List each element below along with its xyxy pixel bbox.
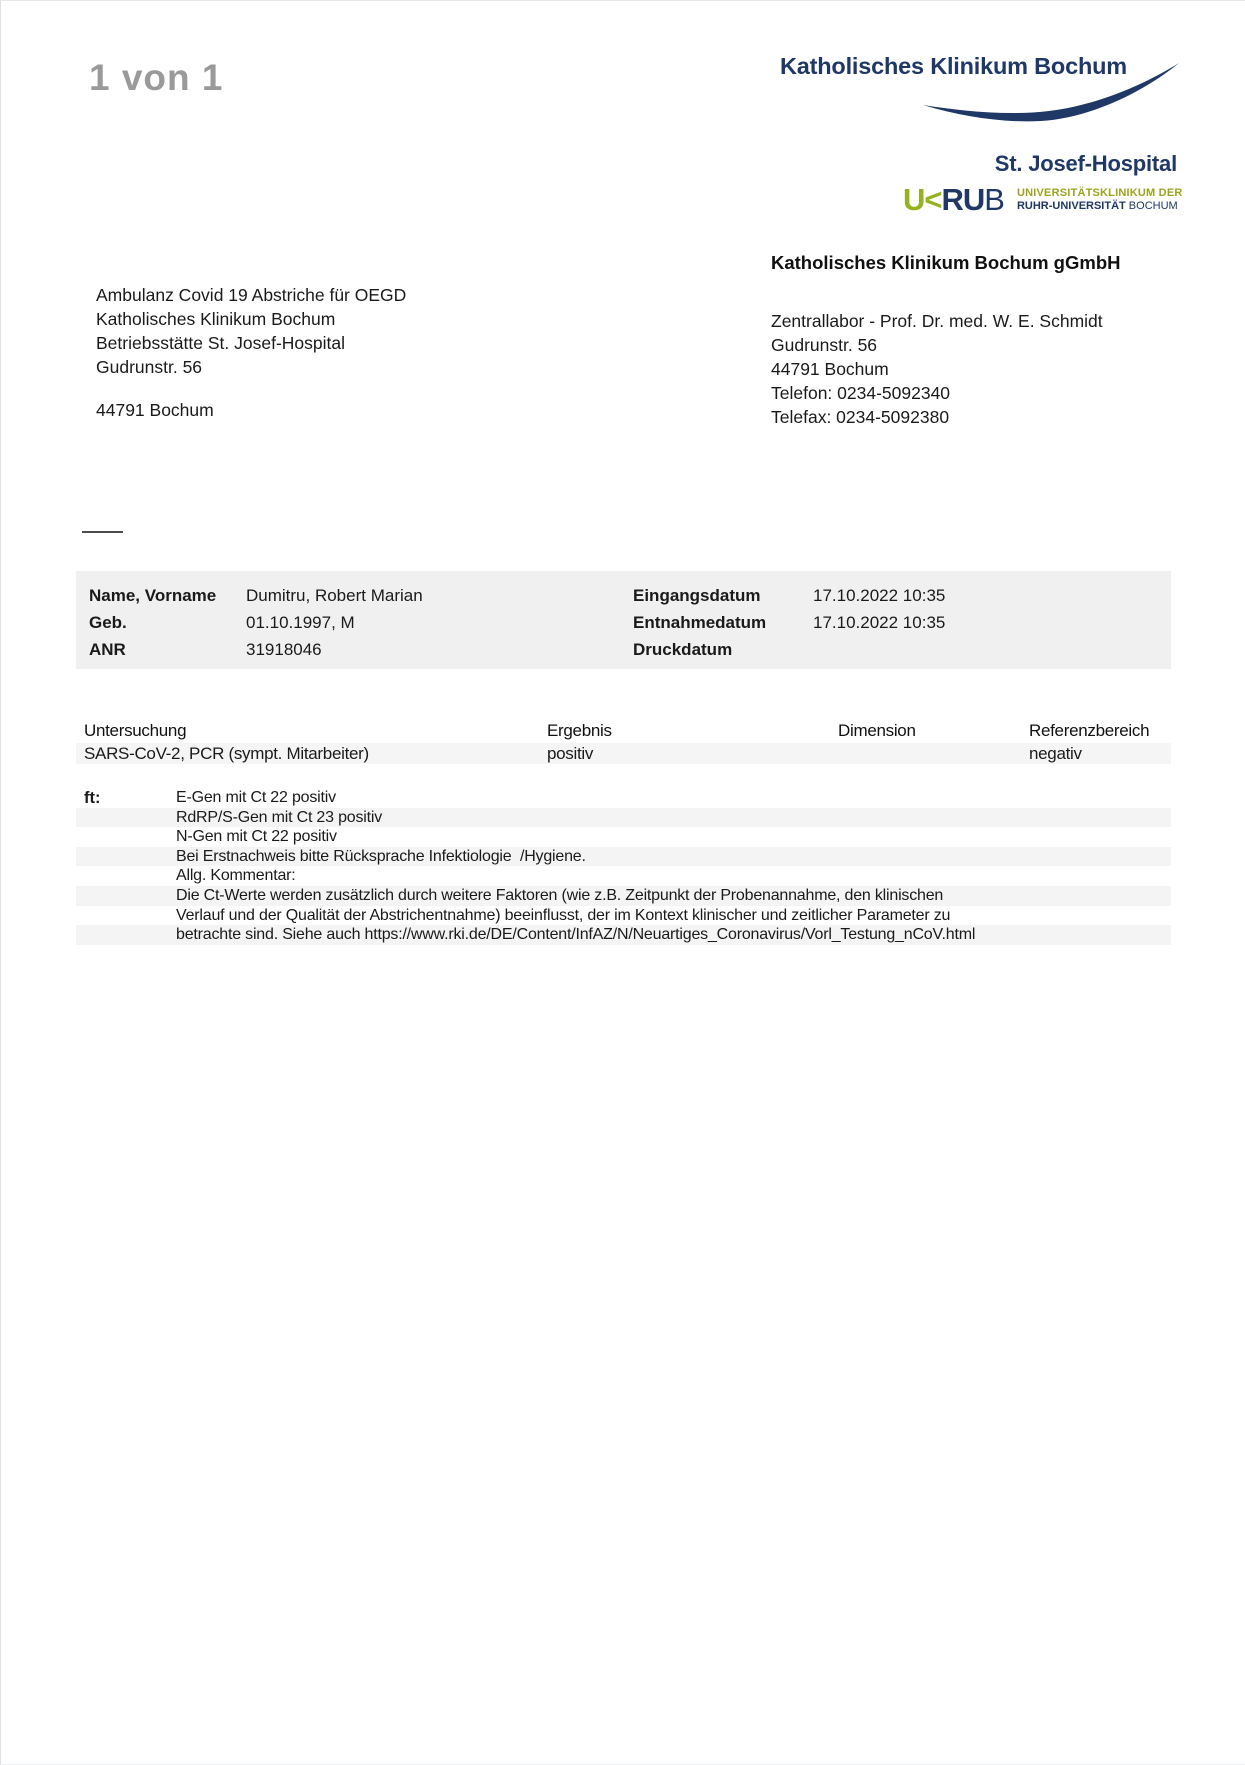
patient-info-box xyxy=(76,571,1171,669)
lab-contact-line: Telefax: 0234-5092380 xyxy=(771,407,950,427)
field-eingangsdatum-value: 17.10.2022 10:35 xyxy=(813,586,946,605)
fold-mark xyxy=(82,531,123,533)
field-name-vorname-label: Name, Vorname xyxy=(89,586,217,605)
footnote-line: Verlauf und der Qualität der Abstrichentnahme) beeinflusst, der im Kontext klinischer und zeitlicher Parameter zu xyxy=(176,906,951,924)
field-entnahmedatum-label: Entnahmedatum xyxy=(633,613,767,632)
page-indicator: 1 von 1 xyxy=(89,57,224,98)
sender-address xyxy=(96,283,406,379)
hospital-name: St. Josef-Hospital xyxy=(994,151,1177,176)
results-header-untersuchung: Untersuchung xyxy=(84,721,187,740)
footnote-line: Die Ct-Werte werden zusätzlich durch weitere Faktoren (wie z.B. Zeitpunkt der Probenannahme, den klinischen xyxy=(76,886,1171,906)
b-letter: B xyxy=(984,182,1004,217)
field-druckdatum-label: Druckdatum xyxy=(633,640,733,659)
ru-letters: RU xyxy=(941,182,985,217)
field-anr-label: ANR xyxy=(89,640,126,659)
footnote-block xyxy=(76,788,1171,945)
ukrub-logo xyxy=(903,184,1183,215)
field-geb-label: Geb. xyxy=(89,613,127,632)
footnote-line: betrachte sind. Siehe auch https://www.rki.de/DE/Content/InfAZ/N/Neuartiges_Coronavirus/Vorl_Testung_nCoV.html xyxy=(76,925,1171,945)
logo-swoosh-graphic xyxy=(923,61,1179,123)
ukrub-wordmark xyxy=(903,184,1004,215)
result-untersuchung: SARS-CoV-2, PCR (sympt. Mitarbeiter) xyxy=(84,744,369,763)
uk-letters: U< xyxy=(903,182,942,217)
sender-line: Betriebsstätte St. Josef-Hospital xyxy=(96,333,345,353)
ukrub-subtitle-line2: RUHR-UNIVERSITÄT BOCHUM xyxy=(1016,200,1178,212)
lab-contact-line: Gudrunstr. 56 xyxy=(771,335,878,355)
ukrub-subtitle-line1: UNIVERSITÄTSKLINIKUM DER xyxy=(1016,187,1183,199)
field-anr-value: 31918046 xyxy=(246,640,322,659)
lab-contact-line: 44791 Bochum xyxy=(771,359,889,379)
footnote-label: ft: xyxy=(84,789,101,807)
footnote-line: Bei Erstnachweis bitte Rücksprache Infektiologie /Hygiene. xyxy=(76,847,1171,867)
ukrub-subtitle xyxy=(1017,184,1183,213)
field-geb-value: 01.10.1997, M xyxy=(246,613,355,632)
lab-contact-block xyxy=(771,309,1103,429)
lab-organization: Katholisches Klinikum Bochum gGmbH xyxy=(771,252,1121,273)
field-entnahmedatum-value: 17.10.2022 10:35 xyxy=(813,613,946,632)
footnote-line: Allg. Kommentar: xyxy=(176,867,296,885)
result-row xyxy=(76,743,1171,764)
sender-line: Ambulanz Covid 19 Abstriche für OEGD xyxy=(96,285,407,305)
results-header-ergebnis: Ergebnis xyxy=(547,721,612,740)
field-eingangsdatum-label: Eingangsdatum xyxy=(633,586,761,605)
clinic-logo-title: Katholisches Klinikum Bochum xyxy=(780,53,1127,79)
result-referenzbereich: negativ xyxy=(1029,744,1082,763)
sender-line: Katholisches Klinikum Bochum xyxy=(96,309,336,329)
footnote-line: N-Gen mit Ct 22 positiv xyxy=(176,828,337,846)
sender-line: Gudrunstr. 56 xyxy=(96,357,203,377)
field-name-vorname-value: Dumitru, Robert Marian xyxy=(246,586,423,605)
footnote-line: RdRP/S-Gen mit Ct 23 positiv xyxy=(76,808,1171,828)
footnote-line: E-Gen mit Ct 22 positiv xyxy=(176,789,336,806)
result-ergebnis: positiv xyxy=(547,744,594,763)
lab-contact-line: Telefon: 0234-5092340 xyxy=(771,383,951,403)
lab-contact-line: Zentrallabor - Prof. Dr. med. W. E. Schmidt xyxy=(771,311,1103,331)
sender-city: 44791 Bochum xyxy=(96,400,214,420)
results-header-dimension: Dimension xyxy=(838,721,916,740)
results-header-referenzbereich: Referenzbereich xyxy=(1029,721,1150,740)
